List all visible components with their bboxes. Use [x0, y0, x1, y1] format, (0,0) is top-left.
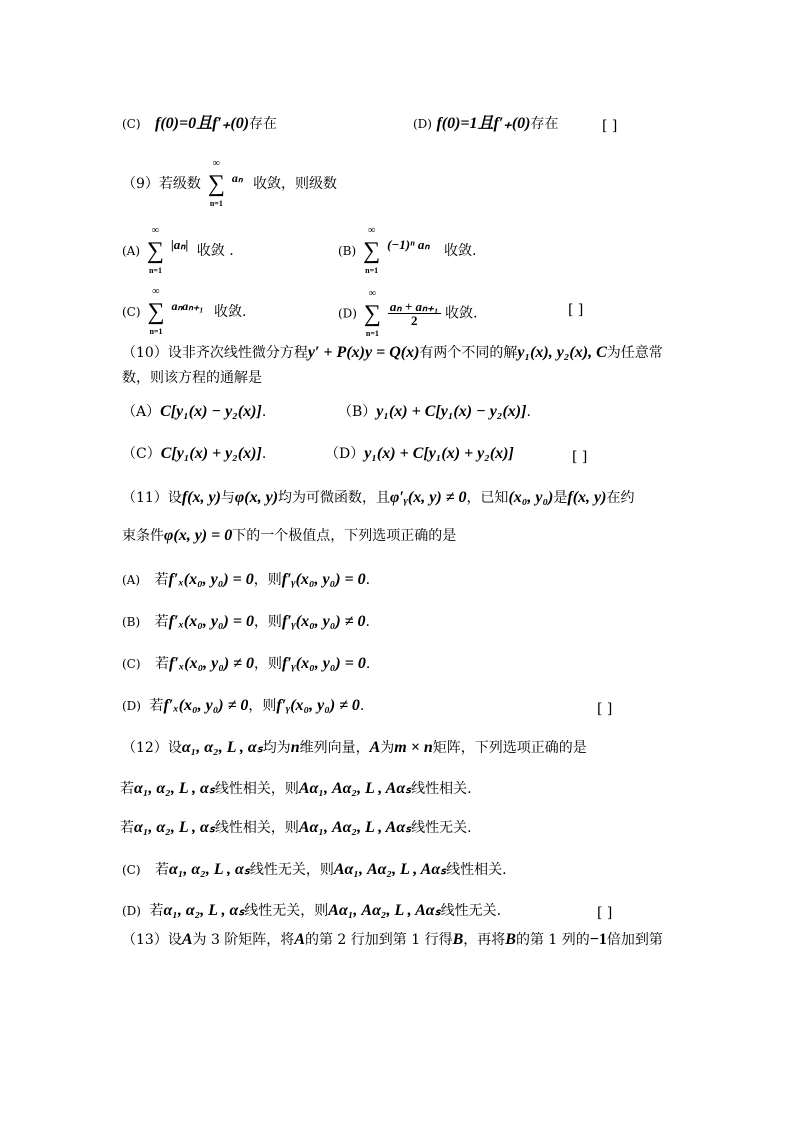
q12-answer-bracket: [ ] [597, 905, 613, 921]
q12-option-c: (C) 若α₁, α₂, L , αₛ线性无关，则Aα₁, Aα₂, L , Aαₛ线性相关. [122, 861, 507, 878]
q11-option-c: (C) 若f′ₓ(x₀, y₀) ≠ 0，则f′ᵧ(x₀, y₀) = 0. [122, 655, 371, 672]
q11-option-d: (D) 若f′ₓ(x₀, y₀) ≠ 0，则f′ᵧ(x₀, y₀) ≠ 0. [122, 697, 365, 714]
q10-stem: （10）设非齐次线性微分方程y′ + P(x)y = Q(x)有两个不同的解y₁(x), y₂(x), C为任意常 [122, 344, 663, 361]
q10-option-c: （C）C[y₁(x) + y₂(x)]. [122, 445, 267, 462]
fraction: $\frac{\text{aₙ + aₙ₊₁}}{2}$ [389, 299, 439, 328]
q10-option-d: （D）y₁(x) + C[y₁(x) + y₂(x)] [325, 445, 514, 462]
q12-stem: （12）设α₁, α₂, L , αₛ均为n维列向量，A为m × n矩阵，下列选项正确的是 [122, 739, 587, 756]
summation-symbol: ∑ ∞ n=1 [147, 286, 165, 336]
q10-option-b: （B）y₁(x) + C[y₁(x) − y₂(x)]. [338, 403, 531, 420]
q12-option-a: 若α₁, α₂, L , αₛ线性相关，则Aα₁, Aα₂, L , Aαₛ线性相关. [120, 780, 472, 797]
q8-option-d-math: f(0)=1且f′₊(0) [436, 115, 531, 132]
q9-option-d: (D) ∑ ∞ n=1 $\frac{\text{aₙ + aₙ₊₁}}{2}$ 收敛. [338, 287, 478, 338]
q11-option-b: (B) 若f′ₓ(x₀, y₀) = 0，则f′ᵧ(x₀, y₀) ≠ 0. [122, 613, 370, 630]
q10-answer-bracket: [ ] [572, 449, 588, 465]
q9-option-a: (A) ∑ ∞ n=1 |aₙ| 收敛 . [122, 225, 234, 275]
q10-option-a: （A）C[y₁(x) − y₂(x)]. [122, 403, 267, 420]
q12-option-b: 若α₁, α₂, L , αₛ线性相关，则Aα₁, Aα₂, L , Aαₛ线性无关. [120, 819, 472, 836]
q11-option-a: (A) 若f′ₓ(x₀, y₀) = 0，则f′ᵧ(x₀, y₀) = 0. [122, 571, 371, 588]
q11-stem: （11）设f(x, y)与φ(x, y)均为可微函数，且φ′ᵧ(x, y) ≠ 0，已知(x₀, y₀)是f(x, y)在约 [122, 489, 635, 506]
q10-stem-line2: 数，则该方程的通解是 [122, 370, 262, 386]
summation-symbol: ∑ ∞ n=1 [363, 225, 381, 275]
q12-option-d: (D) 若α₁, α₂, L , αₛ线性无关，则Aα₁, Aα₂, L , Aαₛ线性无关. [122, 902, 502, 919]
q9-stem: （9）若级数 ∑ ∞ n=1 aₙ 收敛，则级数 [122, 158, 338, 208]
q8-option-d: (D) f(0)=1且f′₊(0)存在 [413, 115, 559, 132]
summation-symbol: ∑ ∞ n=1 [207, 158, 225, 208]
q8-answer-bracket: [ ] [602, 118, 618, 134]
q13-stem: （13）设A为 3 阶矩阵，将A的第 2 行加到第 1 行得B，再将B的第 1 列的−1倍加到第 [122, 931, 663, 948]
q8-option-c: (C) f(0)=0且f′₊(0)存在 [122, 115, 278, 132]
q8-option-c-math: f(0)=0且f′₊(0) [155, 115, 250, 132]
q9-option-b: (B) ∑ ∞ n=1 (−1)ⁿ aₙ 收敛. [338, 225, 477, 275]
summation-symbol: ∑ ∞ n=1 [363, 287, 381, 338]
summation-symbol: ∑ ∞ n=1 [146, 225, 165, 275]
q9-answer-bracket: [ ] [568, 302, 584, 318]
q11-stem-line2: 束条件φ(x, y) = 0下的一个极值点，下列选项正确的是 [122, 527, 457, 544]
q11-answer-bracket: [ ] [597, 701, 613, 717]
q9-option-c: (C) ∑ ∞ n=1 aₙaₙ₊₁ 收敛. [122, 286, 247, 336]
